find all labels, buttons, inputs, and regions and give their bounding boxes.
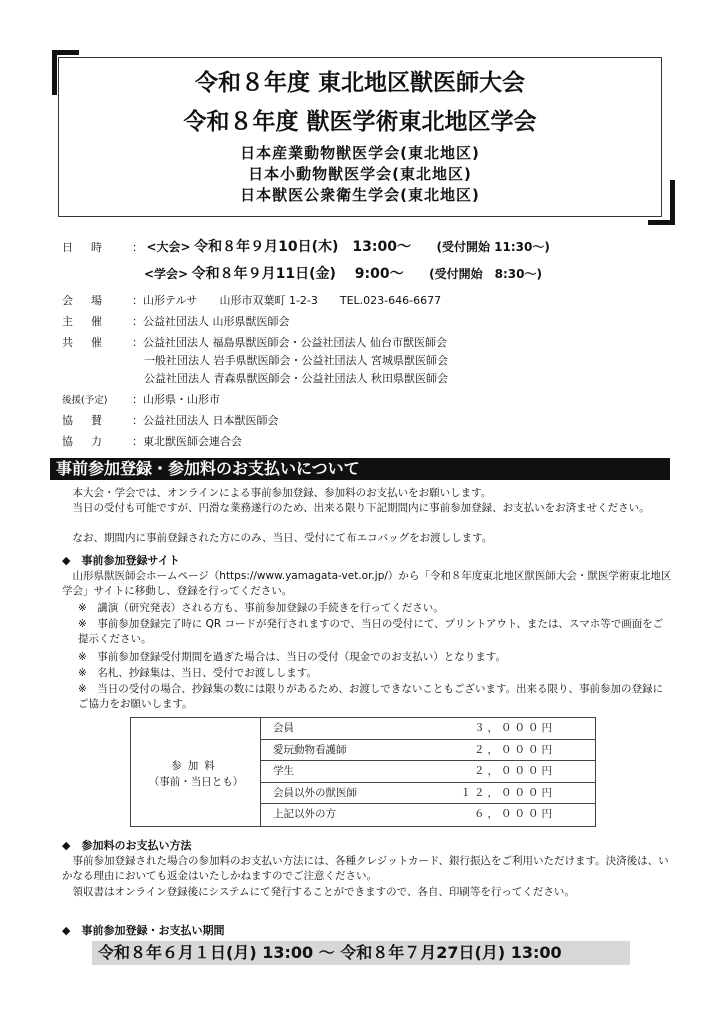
venue-label: 会場 (62, 294, 120, 307)
coop-row (62, 433, 242, 449)
fee-row (261, 761, 595, 783)
reg-note-4: ※ 名札、抄録集は、当日、受付でお渡しします。 (78, 667, 317, 679)
host-text: ：公益社団法人 山形県獣医師会 (132, 315, 290, 328)
fee-row-amount: ３，０００円 (474, 722, 555, 734)
title-line-5: 日本獣医公衆衛生学会(東北地区) (240, 186, 480, 204)
reg-note-1: ※ 講演（研究発表）される方も、事前参加登録の手続きを行ってください。 (78, 602, 444, 614)
fee-row (261, 718, 595, 740)
fee-row-amount: ２，０００円 (474, 765, 555, 778)
sponsor-text: ：公益社団法人 日本獣医師会 (132, 414, 279, 427)
date-label: 日時 (62, 241, 120, 254)
date-row-1 (62, 236, 550, 256)
venue-row (62, 292, 441, 308)
date-separator: ： (132, 241, 143, 254)
cohost-text-1: ：公益社団法人 福島県獣医師会・公益社団法人 仙台市獣医師会 (132, 336, 447, 349)
fee-sublabel: （事前・当日とも） (148, 776, 244, 788)
venue-text: ：山形テルサ 山形市双葉町 1-2-3 TEL.023-646-6677 (132, 294, 442, 307)
support-text: ：山形県・山形市 (132, 393, 220, 406)
title-line-3: 日本産業動物獣医学会(東北地区) (240, 144, 480, 162)
intro-paragraph-2: 当日の受付も可能ですが、円滑な業務遂行のため、出来る限り下記期間内に事前参加登録、お支払いをお済ませください。 (62, 502, 650, 514)
fee-row-name: 上記以外の方 (273, 808, 336, 821)
title-line-1: 令和８年度 東北地区獣医師大会 (194, 70, 525, 96)
reg-note-2: ※ 事前参加登録完了時に QR コードが発行されますので、当日の受付にて、プリントアウト、または、スマホ等で画面をご提示ください。 (78, 618, 664, 645)
sponsor-row (62, 412, 279, 428)
host-row (62, 313, 290, 329)
fee-row-amount: １２，０００円 (460, 786, 555, 799)
intro-paragraph-1: 本大会・学会では、オンラインによる事前参加登録、参加料のお支払いをお願いします。 (62, 487, 492, 499)
reg-site-paragraph: 山形県獣医師会ホームページ（https://www.yamagata-vet.or.jp/）から「令和８年度東北地区獣医師大会・獣医学術東北地区学会」サイトに移動し、登録を行ってください。 (62, 570, 672, 597)
title-line-2: 令和８年度 獣医学術東北地区学会 (183, 109, 537, 135)
fee-row (261, 740, 595, 762)
date1-tag: <大会> (146, 240, 191, 254)
reg-note-5: ※ 当日の受付の場合、抄録集の数には限りがあるため、お渡しできないこともございます。出来る限り、事前参加の登録にご協力をお願いします。 (78, 683, 664, 710)
date-row-2 (144, 263, 542, 283)
payment-heading: ◆ 参加料のお支払い方法 (62, 839, 192, 852)
fee-table (130, 717, 596, 827)
date2-reception: (受付開始 8:30〜) (429, 267, 542, 281)
support-label: 後援(予定) (62, 395, 108, 406)
date1-reception: (受付開始 11:30〜) (436, 240, 550, 254)
fee-row-name: 会員以外の獣医師 (273, 786, 357, 799)
date2-tag: <学会> (144, 267, 189, 281)
reg-note-3: ※ 事前参加登録受付期間を過ぎた場合は、当日の受付（現金でのお支払い）となります。 (78, 651, 506, 663)
reg-site-heading: ◆ 事前参加登録サイト (62, 554, 180, 567)
cohost-row-1 (62, 334, 447, 350)
host-label: 主催 (62, 315, 120, 328)
coop-text: ：東北獣医師会連合会 (132, 435, 242, 448)
fee-label-cell (131, 718, 261, 826)
period-heading: ◆ 事前参加登録・お支払い期間 (62, 924, 225, 937)
coop-label: 協力 (62, 435, 120, 448)
fee-row-amount: ２，０００円 (474, 743, 555, 756)
payment-paragraph-2: 領収書はオンライン登録後にシステムにて発行することができますので、各自、印刷等を行ってください。 (62, 886, 575, 898)
fee-label: 参加料 (171, 760, 221, 772)
cohost-row-3: 公益社団法人 青森県獣医師会・公益社団法人 秋田県獣医師会 (144, 372, 448, 385)
fee-row-name: 愛玩動物看護師 (273, 743, 347, 756)
fee-row-name: 会員 (273, 722, 294, 734)
sponsor-label: 協賛 (62, 414, 120, 427)
intro-paragraph-3: なお、期間内に事前登録された方にのみ、当日、受付にて布エコバッグをお渡しします。 (62, 532, 493, 544)
fee-row (261, 783, 595, 805)
title-line-4: 日本小動物獣医学会(東北地区) (248, 165, 472, 183)
fee-row-amount: ６，０００円 (474, 808, 555, 821)
cohost-label: 共催 (62, 336, 120, 349)
date1-main: 令和８年９月10日(木) 13:00〜 (194, 239, 411, 255)
fee-row (261, 804, 595, 826)
period-text: 令和８年６月１日(月) 13:00 〜 令和８年７月27日(月) 13:00 (92, 941, 630, 965)
cohost-row-2: 一般社団法人 岩手県獣医師会・公益社団法人 宮城県獣医師会 (144, 354, 448, 367)
payment-paragraph-1: 事前参加登録された場合の参加料のお支払い方法には、各種クレジットカード、銀行振込をご利用いただけます。決済後は、いかなる理由においても返金はいたしかねますのでご注意ください。 (62, 855, 669, 882)
date2-main: 令和８年９月11日(金) 9:00〜 (191, 266, 404, 282)
fee-row-name: 学生 (273, 765, 294, 778)
section-header: 事前参加登録・参加料のお支払いについて (50, 458, 670, 480)
support-row (62, 391, 220, 407)
